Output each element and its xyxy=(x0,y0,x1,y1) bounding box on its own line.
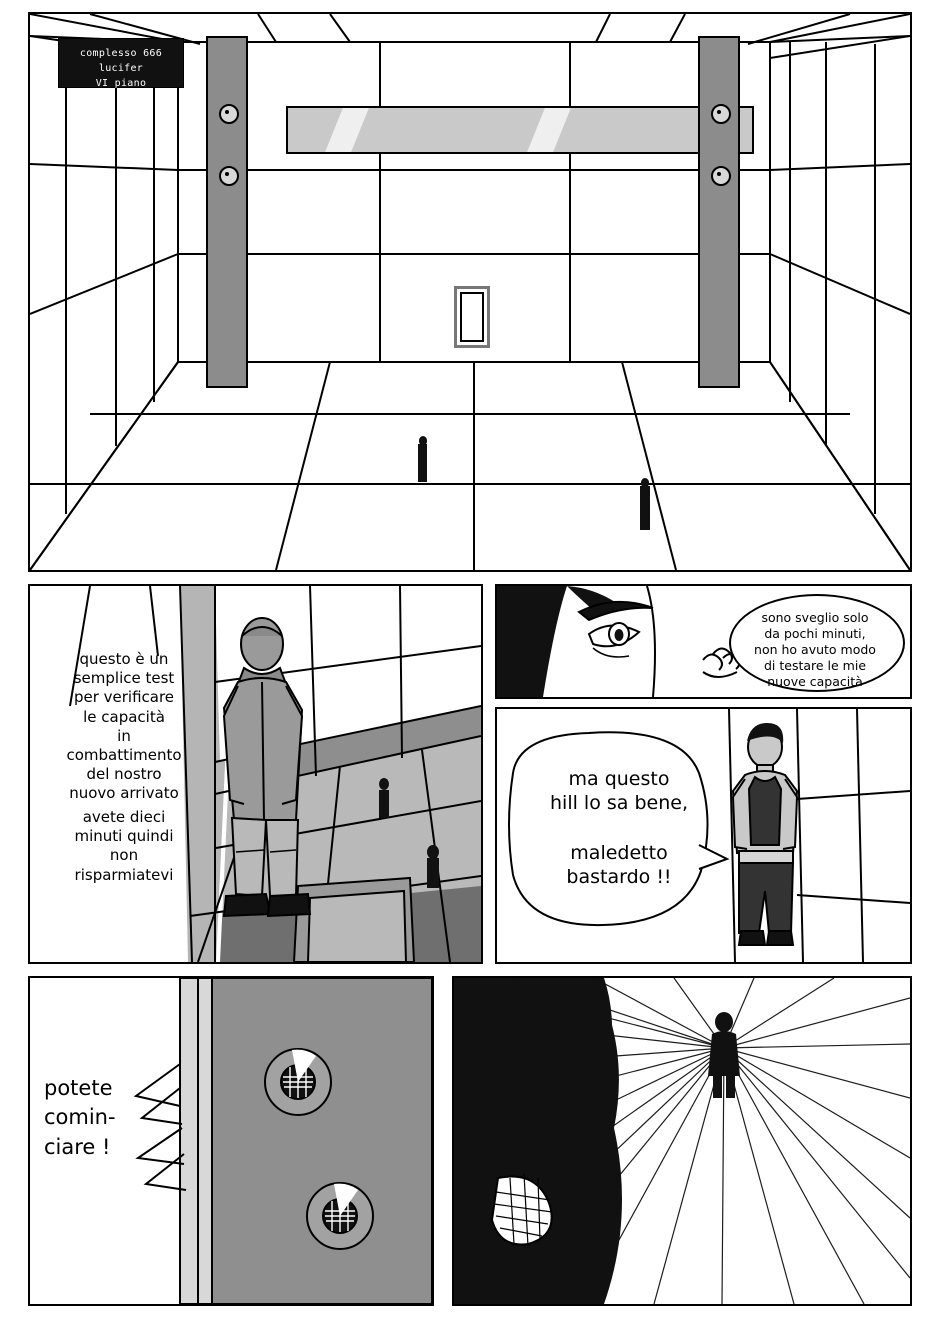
window-glint xyxy=(527,108,571,152)
speaker-dialogue: potete comin- ciare ! xyxy=(44,1076,116,1159)
coat-dialogue-1: questo è un semplice test per verificare le capacità in combattimento del nostro nuovo arrivato xyxy=(66,650,182,803)
back-door xyxy=(454,286,490,348)
hill-dialogue-2: maledetto bastardo !! xyxy=(566,842,672,889)
hill-dialogue-1: ma questo hill lo sa bene, xyxy=(550,768,688,815)
figure-silhouette xyxy=(418,444,427,482)
pillar-left xyxy=(206,36,248,388)
speech-balloon-hill xyxy=(503,725,743,955)
eye-dialogue: sono sveglio solo da pochi minuti, non ho avuto modo di testare le mie nuove capacità xyxy=(754,610,876,689)
bolt-icon xyxy=(219,104,239,124)
coat-man-figure xyxy=(182,616,342,946)
bolt-icon xyxy=(219,166,239,186)
bolt-icon xyxy=(711,104,731,124)
panel-coat-man xyxy=(28,584,483,964)
coat-dialogue-2: avete dieci minuti quindi non risparmiatevi xyxy=(74,808,174,884)
panel-hill-standing xyxy=(495,707,912,964)
pillar-right xyxy=(698,36,740,388)
panel-dark-figure xyxy=(452,976,912,1306)
window-strip xyxy=(286,106,754,154)
caption-box xyxy=(58,38,184,88)
bolt-icon xyxy=(711,166,731,186)
panel-loudspeakers xyxy=(28,976,434,1306)
window-glint xyxy=(325,108,369,152)
caption-line-2: VI piano xyxy=(95,78,147,89)
panel-eye-closeup xyxy=(495,584,912,699)
caption-line-1: complesso 666 lucifer xyxy=(79,48,163,74)
figure-silhouette xyxy=(640,486,650,530)
dark-burst-art xyxy=(454,978,910,1304)
panel-establishing-hall xyxy=(28,12,912,572)
